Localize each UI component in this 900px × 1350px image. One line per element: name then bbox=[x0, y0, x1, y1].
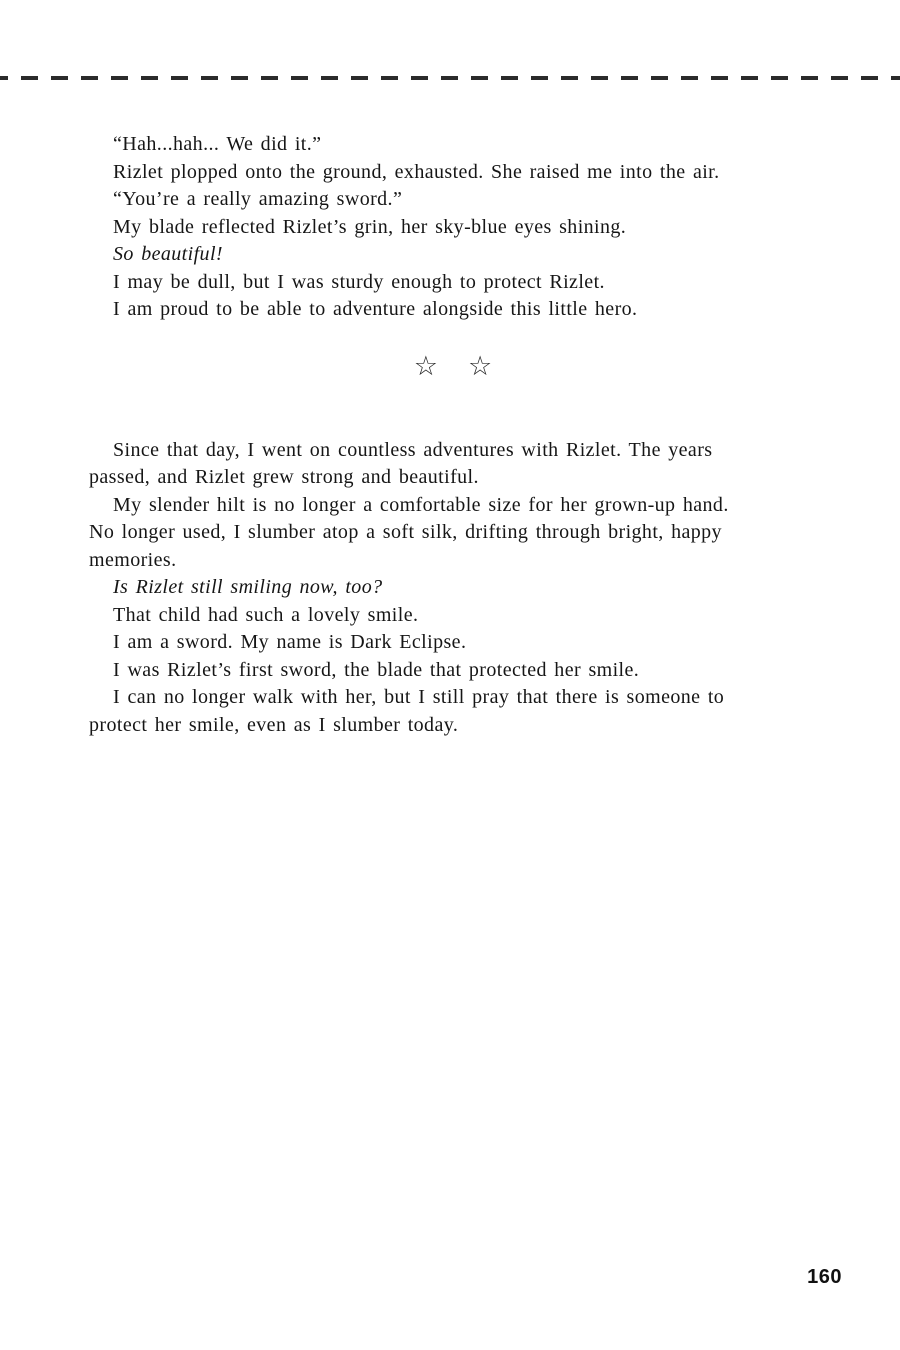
text-line: I can no longer walk with her, but I still pray that there is someone to bbox=[113, 686, 725, 708]
star-icon: ☆ bbox=[413, 350, 438, 381]
paragraph bbox=[89, 574, 817, 602]
text-line: “You’re a really amazing sword.” bbox=[113, 188, 403, 210]
paragraph bbox=[89, 159, 817, 187]
text-line: “Hah...hah... We did it.” bbox=[113, 133, 322, 155]
paragraph bbox=[89, 437, 817, 492]
text-line: No longer used, I slumber atop a soft silk, drifting through bright, happy bbox=[89, 521, 722, 543]
text-line: I was Rizlet’s first sword, the blade that protected her smile. bbox=[113, 658, 640, 681]
text-line: memories. bbox=[89, 548, 177, 571]
paragraph bbox=[89, 296, 817, 324]
paragraph bbox=[89, 684, 817, 739]
paragraph bbox=[89, 657, 817, 685]
text-line: So beautiful! bbox=[113, 243, 223, 265]
page-number: 160 bbox=[807, 1266, 842, 1288]
text-line: That child had such a lovely smile. bbox=[113, 603, 419, 626]
text-line: My slender hilt is no longer a comfortable size for her grown-up hand. bbox=[113, 493, 729, 516]
paragraph bbox=[89, 602, 817, 630]
text-line: I may be dull, but I was sturdy enough to protect Rizlet. bbox=[113, 270, 605, 293]
paragraph bbox=[89, 186, 817, 214]
text-line: Is Rizlet still smiling now, too? bbox=[113, 576, 383, 598]
star-divider bbox=[89, 352, 817, 380]
text-line: protect her smile, even as I slumber today. bbox=[89, 713, 459, 736]
paragraph bbox=[89, 214, 817, 242]
paragraph bbox=[89, 241, 817, 269]
paragraph bbox=[89, 269, 817, 297]
text-line: passed, and Rizlet grew strong and beautiful. bbox=[89, 466, 479, 488]
text-line: Since that day, I went on countless adventures with Rizlet. The years bbox=[113, 438, 713, 461]
paragraph-block-bottom bbox=[89, 437, 817, 740]
text-line: I am a sword. My name is Dark Eclipse. bbox=[113, 631, 467, 653]
paragraph bbox=[89, 492, 817, 575]
text-line: I am proud to be able to adventure alongside this little hero. bbox=[113, 298, 638, 320]
text-line: Rizlet plopped onto the ground, exhausted. She raised me into the air. bbox=[113, 160, 720, 183]
paragraph bbox=[89, 629, 817, 657]
paragraph bbox=[89, 131, 817, 159]
star-icon: ☆ bbox=[468, 350, 493, 381]
text-column bbox=[89, 131, 817, 739]
text-line: My blade reflected Rizlet’s grin, her sky-blue eyes shining. bbox=[113, 215, 627, 238]
paragraph-block-top bbox=[89, 131, 817, 324]
top-dashed-divider bbox=[0, 76, 900, 80]
